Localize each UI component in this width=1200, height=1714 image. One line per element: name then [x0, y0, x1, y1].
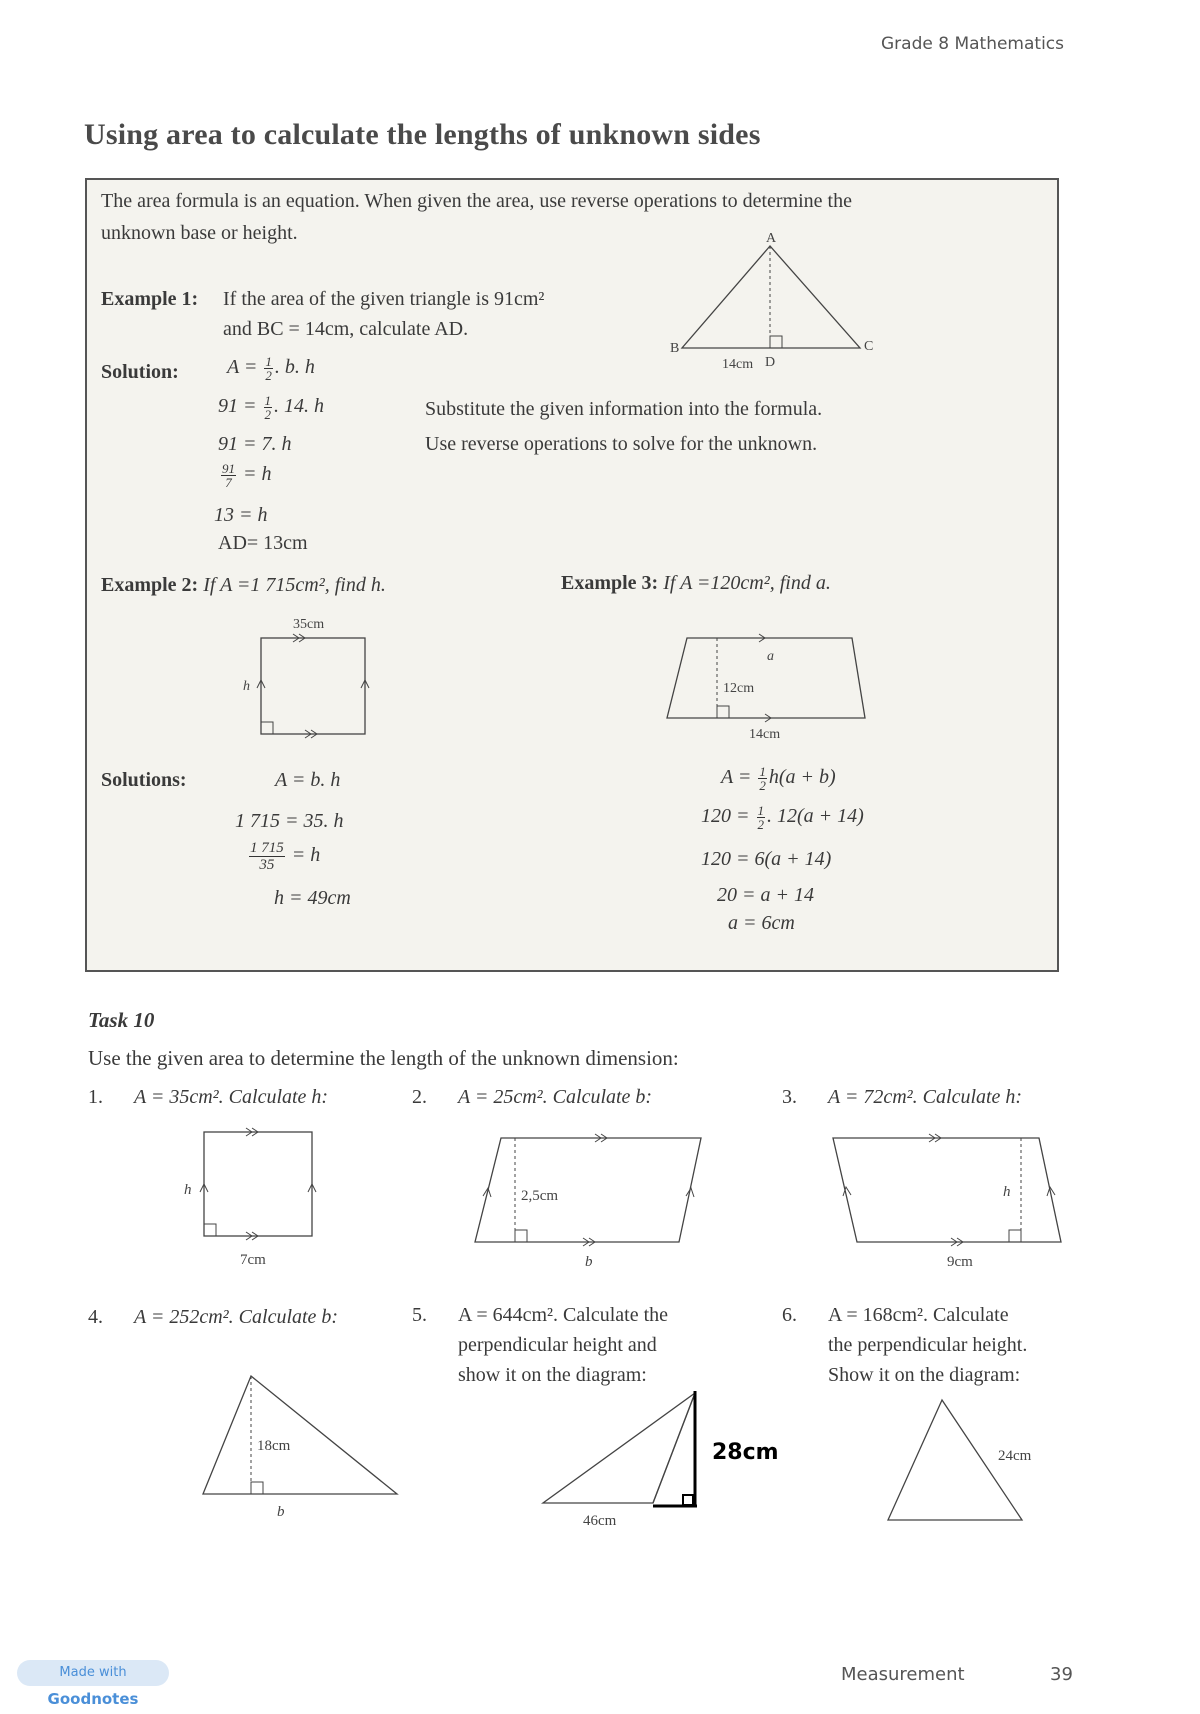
task-item-1-diagram: [170, 1120, 340, 1275]
example1-line-6: AD= 13cm: [218, 532, 308, 554]
example2-line-2: 1 715 = 35. h: [235, 810, 344, 832]
trapezium-example3-diagram: [667, 600, 897, 742]
example2-line-3: $\frac{1 715}{35}$ = h: [250, 840, 321, 873]
solutions-label: Solutions:: [101, 769, 187, 791]
task-item-5-base-label: 46cm: [583, 1513, 617, 1529]
task-item-2-number: 2.: [412, 1086, 427, 1108]
intro-line-2: unknown base or height.: [101, 222, 298, 244]
task-item-1-h-label: h: [184, 1182, 192, 1198]
task-title: Task 10: [88, 1008, 155, 1032]
triangle-abc-diagram: [662, 232, 882, 372]
task-item-6-line-1: A = 168cm². Calculate: [828, 1304, 1009, 1326]
task-item-4-diagram: [195, 1368, 405, 1528]
footer-page-number: 39: [1050, 1664, 1073, 1685]
example2-top-label: 35cm: [293, 617, 325, 632]
example1-note-1: Substitute the given information into the formula.: [425, 398, 823, 420]
task-item-5-line-3: show it on the diagram:: [458, 1364, 647, 1386]
task-item-1-base-label: 7cm: [240, 1252, 266, 1268]
task-item-5-number: 5.: [412, 1304, 427, 1326]
task-item-2-height-label: 2,5cm: [521, 1188, 559, 1204]
example3-line-1: A = $\frac{1}{2}$ h(a + b): [721, 764, 836, 793]
examples-box: [85, 178, 1059, 972]
example1-question-2: and BC = 14cm, calculate AD.: [223, 318, 469, 340]
example3-bottom-label: 14cm: [749, 727, 781, 742]
example2-h-label: h: [243, 679, 250, 694]
task-item-1-question: A = 35cm². Calculate h:: [134, 1086, 329, 1108]
subject-header: Grade 8 Mathematics: [880, 34, 1064, 54]
task-item-6-diagram: [880, 1392, 1080, 1532]
example3-line-5: a = 6cm: [728, 912, 795, 934]
example1-line-2: 91 = $\frac{1}{2}$ . 14. h: [218, 393, 324, 422]
example2-heading: Example 2: If A =1 715cm², find h.: [101, 574, 386, 596]
task-item-4-base-label: b: [277, 1504, 285, 1520]
badge-brand: Goodnotes: [47, 1690, 139, 1708]
task-item-3-base-label: 9cm: [947, 1254, 973, 1270]
example3-line-4: 20 = a + 14: [717, 884, 814, 906]
example3-a-label: a: [767, 649, 774, 664]
parallelogram-example2-diagram: [227, 600, 377, 740]
task-item-6-line-2: the perpendicular height.: [828, 1334, 1028, 1356]
task-item-2-question: A = 25cm². Calculate b:: [458, 1086, 653, 1108]
task-item-6-line-3: Show it on the diagram:: [828, 1364, 1021, 1386]
task-item-3-diagram: [825, 1120, 1065, 1280]
task-item-2-base-label: b: [585, 1254, 593, 1270]
task-item-5-line-2: perpendicular height and: [458, 1334, 657, 1356]
task-instruction: Use the given area to determine the length of the unknown dimension:: [88, 1046, 679, 1070]
intro-line-1: The area formula is an equation. When given the area, use reverse operations to determine the: [101, 190, 852, 212]
task-item-2-diagram: [465, 1120, 715, 1280]
bc-length-label: 14cm: [722, 357, 754, 372]
task-item-5-line-1: A = 644cm². Calculate the: [458, 1304, 668, 1326]
task-item-4-number: 4.: [88, 1306, 103, 1328]
task-item-3-h-label: h: [1003, 1184, 1011, 1200]
task-item-4-question: A = 252cm². Calculate b:: [134, 1306, 339, 1328]
task-item-3-number: 3.: [782, 1086, 797, 1108]
task-item-6-side-label: 24cm: [998, 1448, 1032, 1464]
example3-heading: Example 3: If A =120cm², find a.: [561, 572, 831, 594]
task-item-1-number: 1.: [88, 1086, 103, 1108]
task-item-4-height-label: 18cm: [257, 1438, 291, 1454]
task-item-3-question: A = 72cm². Calculate h:: [828, 1086, 1023, 1108]
task-item-6-number: 6.: [782, 1304, 797, 1326]
task-item-5-handwritten-answer: 28cm: [712, 1440, 779, 1465]
vertex-a-label: A: [766, 231, 777, 246]
badge-prefix: Made with: [59, 1665, 127, 1680]
example1-note-2: Use reverse operations to solve for the unknown.: [425, 433, 818, 455]
example2-line-4: h = 49cm: [274, 887, 351, 909]
example1-line-1: A = $\frac{1}{2}$ . b. h: [227, 354, 315, 383]
vertex-b-label: B: [670, 341, 680, 356]
vertex-d-label: D: [765, 355, 776, 370]
example1-line-4: $\frac{91}{7}$ = h: [222, 461, 272, 490]
example1-question-1: If the area of the given triangle is 91cm²: [223, 288, 545, 310]
example2-line-1: A = b. h: [275, 769, 341, 791]
page-title: Using area to calculate the lengths of unknown sides: [84, 118, 761, 151]
made-with-goodnotes-badge[interactable]: [17, 1660, 169, 1708]
example1-line-5: 13 = h: [214, 504, 268, 526]
example1-solution-label: Solution:: [101, 361, 179, 383]
example3-line-2: 120 = $\frac{1}{2}$ . 12(a + 14): [701, 803, 864, 832]
vertex-c-label: C: [864, 339, 874, 354]
example1-label: Example 1:: [101, 288, 199, 310]
footer-section: Measurement: [841, 1664, 965, 1685]
example1-line-3: 91 = 7. h: [218, 433, 292, 455]
example3-line-3: 120 = 6(a + 14): [701, 848, 832, 870]
example3-height-label: 12cm: [723, 681, 755, 696]
